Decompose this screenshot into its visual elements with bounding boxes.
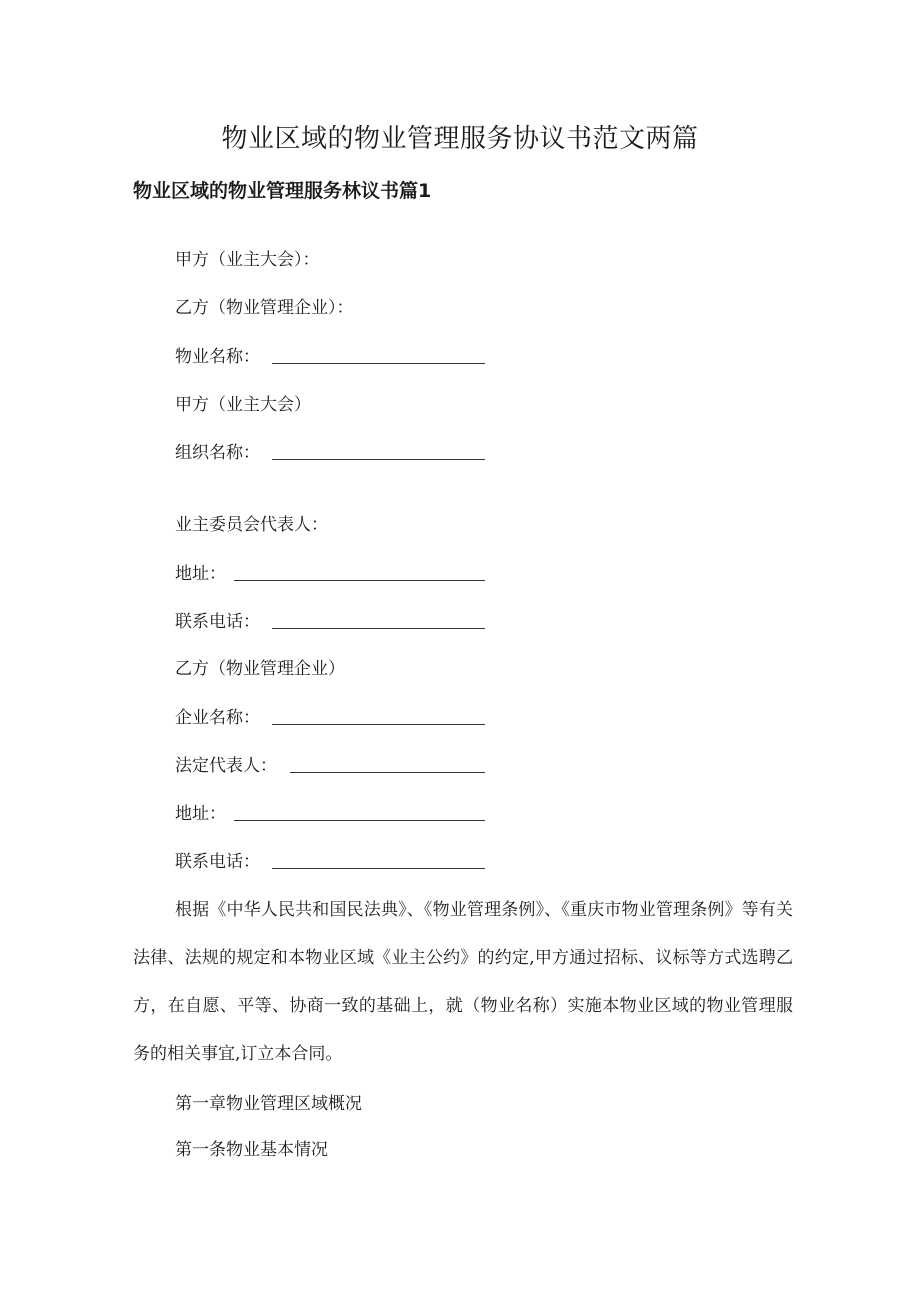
address-a-label: 地址： bbox=[175, 564, 226, 584]
org-name-label: 组织名称： bbox=[175, 443, 260, 463]
phone-b-label: 联系电话： bbox=[175, 852, 260, 872]
property-name-blank bbox=[272, 363, 485, 364]
org-name-blank bbox=[272, 459, 485, 460]
legal-rep-blank bbox=[290, 772, 485, 773]
address-b-label: 地址： bbox=[175, 804, 226, 824]
party-b-header: 乙方（物业管理企业） bbox=[175, 659, 345, 679]
address-a-blank bbox=[234, 580, 485, 581]
property-name-label: 物业名称： bbox=[175, 347, 260, 367]
company-name-label: 企业名称： bbox=[175, 708, 260, 728]
party-b-label: 乙方（物业管理企业）： bbox=[175, 298, 354, 318]
phone-a-blank bbox=[272, 628, 485, 629]
section-title: 物业区域的物业管理服务林议书篇1 bbox=[133, 180, 432, 202]
intro-paragraph: 根据《中华人民共和国民法典》、《物业管理条例》、《重庆市物业管理条例》等有关法律、法规的规定和本物业区域《业主公约》的约定,甲方通过招标、议标等方式选聘乙方，在自愿、平等、协商一致的基础上，就（物业名称）实施本物业区域的物业管理服务的相关事宜,订立本合同。 bbox=[133, 900, 793, 1064]
address-b-blank bbox=[234, 820, 485, 821]
phone-b-blank bbox=[272, 868, 485, 869]
document-title: 物业区域的物业管理服务协议书范文两篇 bbox=[221, 124, 699, 154]
article-heading: 第一条物业基本情况 bbox=[175, 1140, 328, 1160]
party-a-header: 甲方（业主大会） bbox=[175, 395, 311, 415]
party-a-label: 甲方（业主大会）： bbox=[175, 250, 320, 270]
owner-committee-rep-label: 业主委员会代表人： bbox=[175, 515, 328, 535]
legal-rep-label: 法定代表人： bbox=[175, 756, 277, 776]
company-name-blank bbox=[272, 724, 485, 725]
chapter-heading: 第一章物业管理区域概况 bbox=[175, 1094, 362, 1114]
phone-a-label: 联系电话： bbox=[175, 612, 260, 632]
